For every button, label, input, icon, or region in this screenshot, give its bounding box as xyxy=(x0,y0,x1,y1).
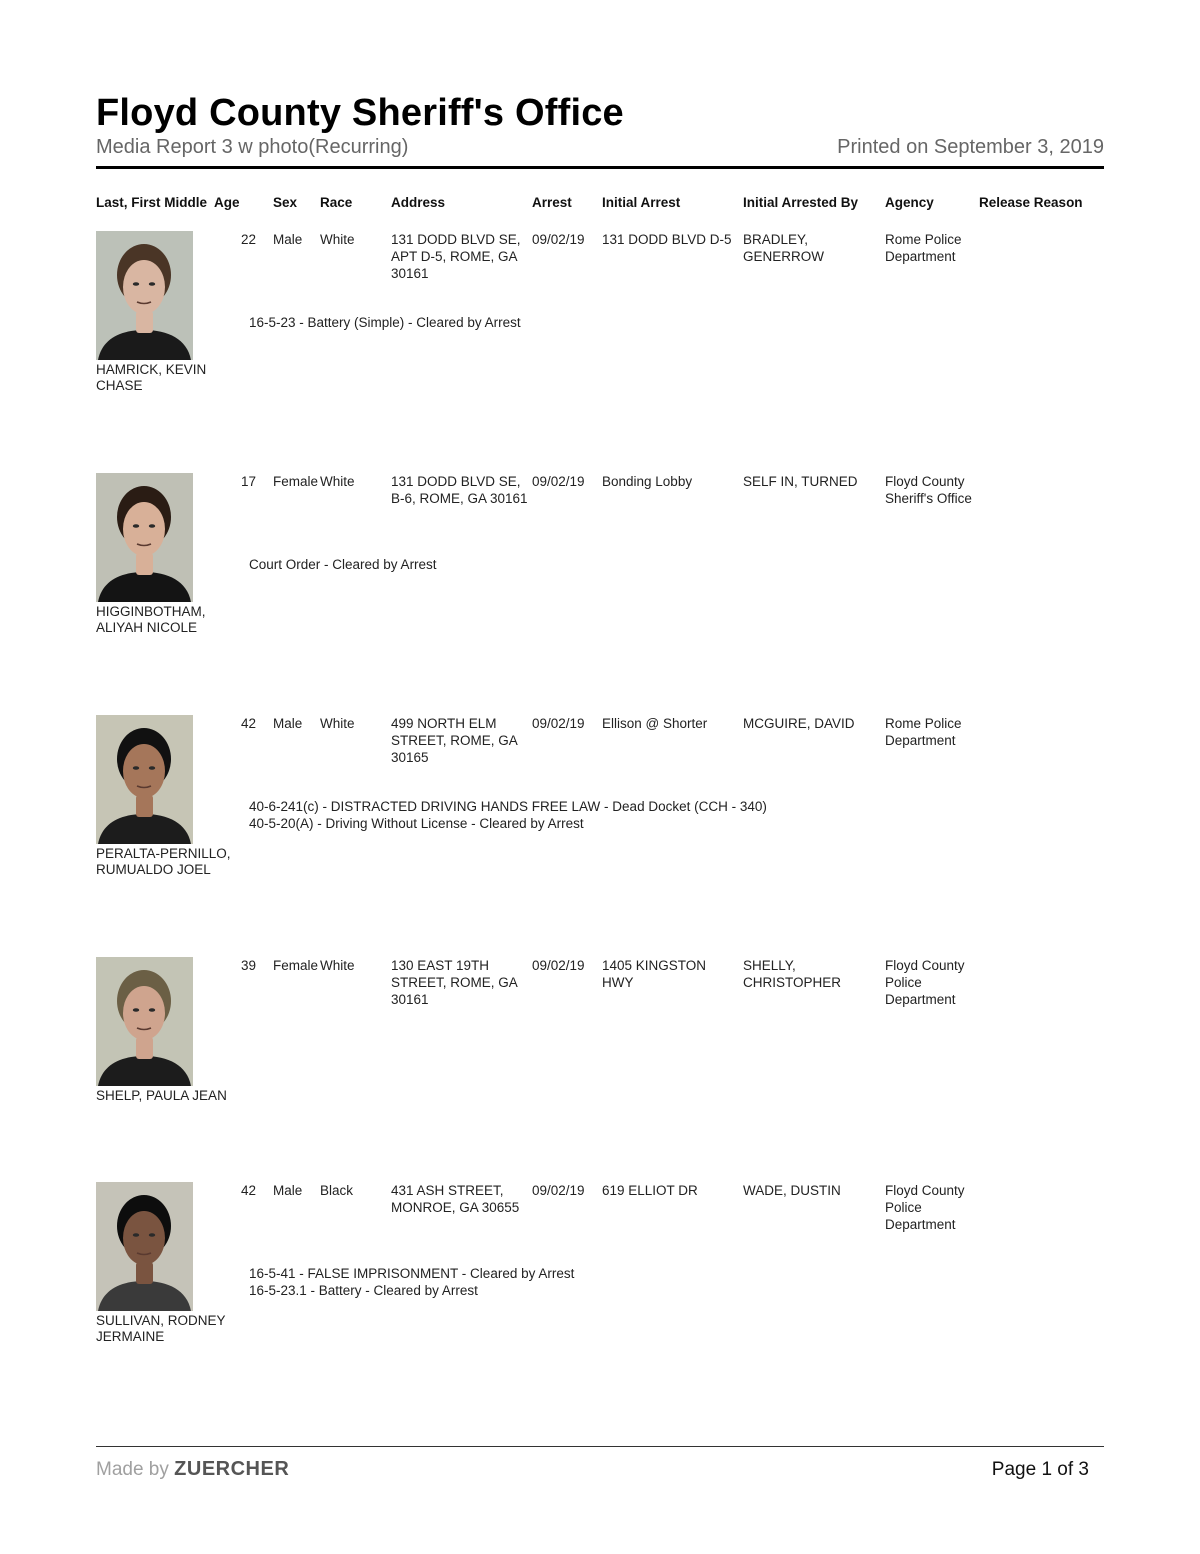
initial-arrested-by-value: SHELLY, CHRISTOPHER xyxy=(743,958,842,990)
race-value: Black xyxy=(320,1183,354,1198)
report-subtitle: Media Report 3 w photo(Recurring) xyxy=(96,136,409,158)
initial-arrested-by-value: SELF IN, TURNED xyxy=(743,474,858,489)
made-by-logo xyxy=(96,1458,289,1481)
column-header-age: Age xyxy=(214,195,240,210)
mugshot-photo xyxy=(96,957,193,1086)
initial-arrested-by-value: BRADLEY, GENERROW xyxy=(743,232,824,264)
initial-arrested-by-value: MCGUIRE, DAVID xyxy=(743,716,855,731)
charge-item: Court Order - Cleared by Arrest xyxy=(249,557,437,572)
charge-item: 40-6-241(c) - DISTRACTED DRIVING HANDS FREE LAW - Dead Docket (CCH - 340) xyxy=(249,799,767,814)
sex-value: Female xyxy=(273,474,319,489)
page-number: Page 1 of 3 xyxy=(991,1459,1089,1480)
initial-arrest-value: Bonding Lobby xyxy=(602,474,693,489)
address-value: 130 EAST 19TH STREET, ROME, GA 30161 xyxy=(391,958,518,1007)
agency-value: Rome Police Department xyxy=(885,232,962,264)
charge-item: 16-5-23.1 - Battery - Cleared by Arrest xyxy=(249,1282,478,1298)
arrest-record xyxy=(0,473,1200,703)
charges-list xyxy=(249,315,521,332)
mugshot-photo xyxy=(96,231,193,360)
inmate-name: HIGGINBOTHAM, ALIYAH NICOLE xyxy=(96,604,206,635)
column-header-initial-arrest: Initial Arrest xyxy=(602,195,681,210)
made-by-label: Made by xyxy=(96,1459,169,1480)
column-header-agency: Agency xyxy=(885,195,934,210)
address-value: 431 ASH STREET, MONROE, GA 30655 xyxy=(391,1183,520,1215)
column-header-sex: Sex xyxy=(273,195,298,210)
column-header-arrest: Arrest xyxy=(532,195,572,210)
initial-arrested-by-value: WADE, DUSTIN xyxy=(743,1183,841,1198)
sex-value: Male xyxy=(273,716,303,731)
mugshot-photo xyxy=(96,715,193,844)
charges-list xyxy=(249,1266,574,1299)
agency-value: Floyd County Sheriff's Office xyxy=(885,474,972,506)
sex-value: Male xyxy=(273,1183,303,1198)
charges-list xyxy=(249,799,767,832)
address-value: 499 NORTH ELM STREET, ROME, GA 30165 xyxy=(391,716,518,765)
charges-list xyxy=(249,557,437,574)
initial-arrest-value: Ellison @ Shorter xyxy=(602,716,708,731)
sex-value: Female xyxy=(273,958,319,973)
brand-name: ZUERCHER xyxy=(174,1458,290,1480)
column-header-initial-arrested-by: Initial Arrested By xyxy=(743,195,859,210)
race-value: White xyxy=(320,958,355,973)
printed-date: Printed on September 3, 2019 xyxy=(837,136,1104,158)
sex-value: Male xyxy=(273,232,303,247)
age-value: 42 xyxy=(241,1183,257,1198)
arrest-date-value: 09/02/19 xyxy=(532,958,585,973)
address-value: 131 DODD BLVD SE, APT D-5, ROME, GA 30161 xyxy=(391,232,521,281)
charge-item: 16-5-23 - Battery (Simple) - Cleared by Arrest xyxy=(249,315,521,330)
agency-value: Floyd County Police Department xyxy=(885,958,965,1007)
age-value: 42 xyxy=(241,716,257,731)
inmate-name: PERALTA-PERNILLO, RUMUALDO JOEL xyxy=(96,846,231,877)
charge-item: 40-5-20(A) - Driving Without License - Cleared by Arrest xyxy=(249,815,584,831)
agency-value: Rome Police Department xyxy=(885,716,962,748)
arrest-record xyxy=(0,1182,1200,1412)
age-value: 22 xyxy=(241,232,257,247)
age-value: 39 xyxy=(241,958,257,973)
column-header-name: Last, First Middle xyxy=(96,195,208,210)
report-title: Floyd County Sheriff's Office xyxy=(96,92,624,134)
agency-value: Floyd County Police Department xyxy=(885,1183,965,1232)
column-header-address: Address xyxy=(391,195,446,210)
arrest-date-value: 09/02/19 xyxy=(532,716,585,731)
arrest-record xyxy=(0,231,1200,461)
mugshot-photo xyxy=(96,473,193,602)
mugshot-photo xyxy=(96,1182,193,1311)
age-value: 17 xyxy=(241,474,257,489)
initial-arrest-value: 131 DODD BLVD D-5 xyxy=(602,232,732,247)
inmate-name: SULLIVAN, RODNEY JERMAINE xyxy=(96,1313,226,1344)
arrest-date-value: 09/02/19 xyxy=(532,474,585,489)
inmate-name: SHELP, PAULA JEAN xyxy=(96,1088,227,1103)
race-value: White xyxy=(320,474,355,489)
charge-item: 16-5-41 - FALSE IMPRISONMENT - Cleared by Arrest xyxy=(249,1266,575,1281)
inmate-name: HAMRICK, KEVIN CHASE xyxy=(96,362,207,393)
column-header-release-reason: Release Reason xyxy=(979,195,1083,210)
column-header-race: Race xyxy=(320,195,353,210)
header-divider xyxy=(96,166,1104,169)
arrest-record xyxy=(0,715,1200,945)
race-value: White xyxy=(320,232,355,247)
initial-arrest-value: 1405 KINGSTON HWY xyxy=(602,958,707,990)
address-value: 131 DODD BLVD SE, B-6, ROME, GA 30161 xyxy=(391,474,528,506)
initial-arrest-value: 619 ELLIOT DR xyxy=(602,1183,698,1198)
race-value: White xyxy=(320,716,355,731)
arrest-date-value: 09/02/19 xyxy=(532,1183,585,1198)
arrest-record xyxy=(0,957,1200,1187)
footer-divider xyxy=(96,1446,1104,1447)
arrest-date-value: 09/02/19 xyxy=(532,232,585,247)
